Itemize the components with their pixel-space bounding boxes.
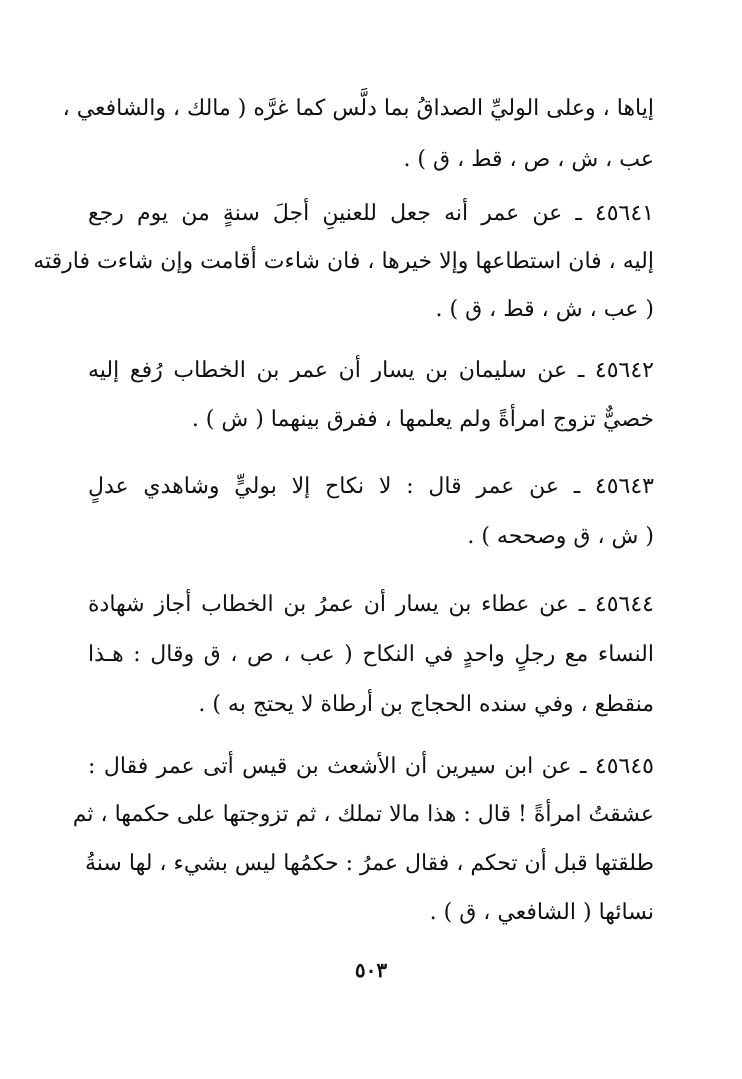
text-line: إليه ، فان استطاعها وإلا خيرها ، فان شاءت أقامت وإن شاءت فارقته <box>33 249 654 274</box>
hadith-entry-45642: ٤٥٦٤٢ ـ عن سليمان بن يسار أن عمر بن الخطاب رُفع إليه <box>88 358 654 383</box>
hadith-entry-45641: ٤٥٦٤١ ـ عن عمر أنه جعل للعنينِ أجلَ سنةٍ من يوم رجع <box>88 201 654 226</box>
text-line: طلقتها قبل أن تحكم ، فقال عمرُ : حكمُها ليس بشيء ، لها سنةُ <box>85 851 654 876</box>
hadith-entry-45643: ٤٥٦٤٣ ـ عن عمر قال : لا نكاح إلا بوليٍّ وشاهدي عدلٍ <box>88 474 654 499</box>
text-line: ( ش ، ق وصححه ) . <box>467 524 654 549</box>
text-line: عب ، ش ، ص ، قط ، ق ) . <box>403 147 654 172</box>
hadith-entry-45645: ٤٥٦٤٥ ـ عن ابن سيرين أن الأشعث بن قيس أتى عمر فقال : <box>88 754 654 779</box>
text-line: عشقتُ امرأةً ! قال : هذا مالا تملك ، ثم تزوجتها على حكمها ، ثم <box>72 802 654 827</box>
hadith-entry-45644: ٤٥٦٤٤ ـ عن عطاء بن يسار أن عمرُ بن الخطاب أجاز شهادة <box>88 592 654 617</box>
text-line: نسائها ( الشافعي ، ق ) . <box>429 900 654 925</box>
text-line: ( عب ، ش ، قط ، ق ) . <box>435 297 654 322</box>
text-line: النساء مع رجلٍ واحدٍ في النكاح ( عب ، ص ، ق وقال : هـذا <box>88 642 654 667</box>
page-number: ٥٠٣ <box>354 958 388 982</box>
text-line: إياها ، وعلى الوليِّ الصداقُ بما دلَّس كما غرَّه ( مالك ، والشافعي ، <box>62 96 654 121</box>
text-line: خصيٌّ تزوج امرأةً ولم يعلمها ، ففرق بينهما ( ش ) . <box>191 407 654 432</box>
text-line: منقطع ، وفي سنده الحجاج بن أرطاة لا يحتج به ) . <box>198 692 654 717</box>
